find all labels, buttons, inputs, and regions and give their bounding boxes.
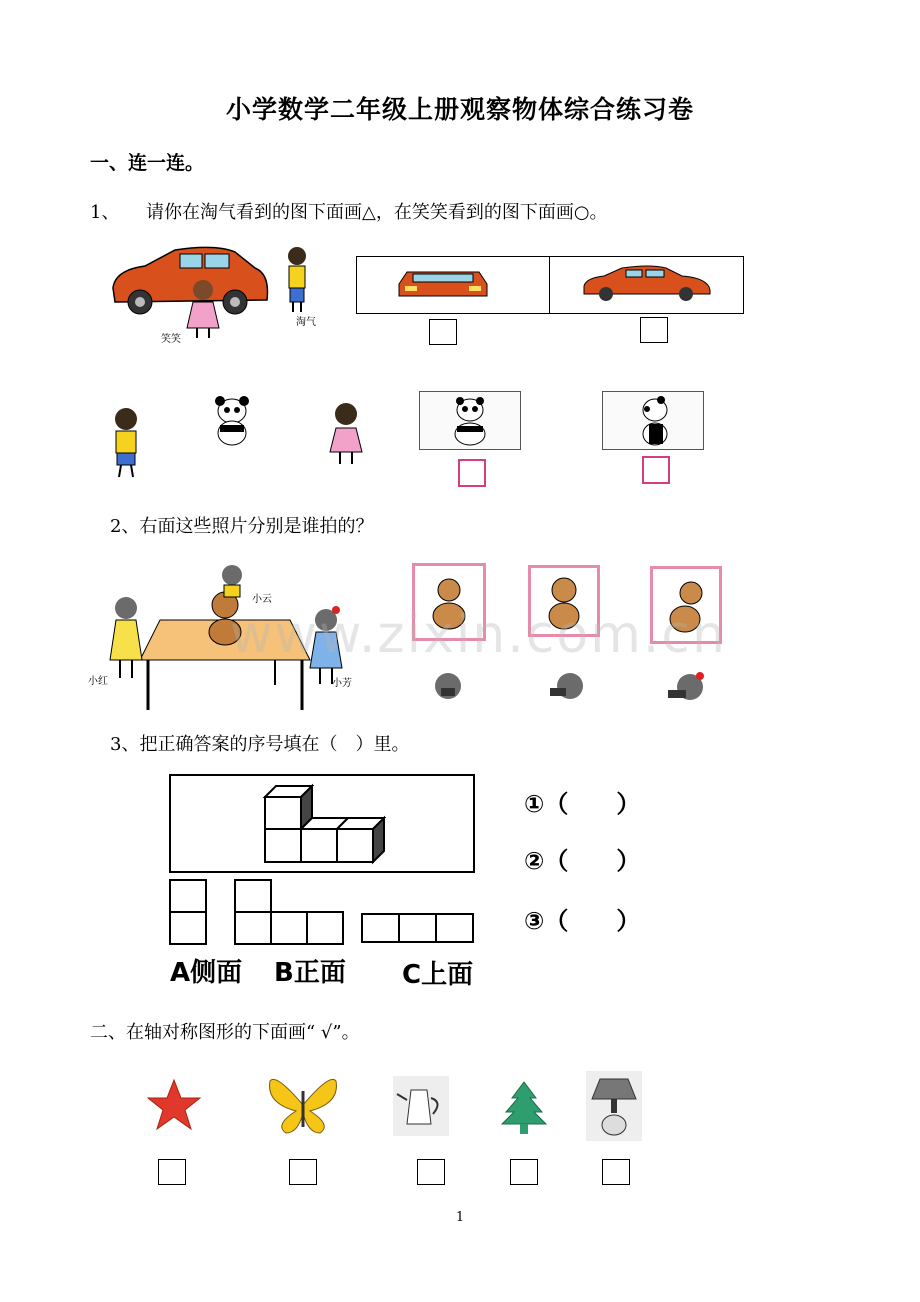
panda-side-photo bbox=[602, 391, 704, 450]
answer-blank-2[interactable]: ②（ ） bbox=[524, 847, 641, 875]
teapot-shape bbox=[393, 1076, 449, 1136]
q3-text: 3、把正确答案的序号填在（ ）里。 bbox=[110, 734, 410, 755]
answer-box-panda-front[interactable] bbox=[458, 459, 486, 487]
cube-stack-3d bbox=[265, 786, 384, 862]
butterfly-shape bbox=[266, 1073, 340, 1137]
page-number: 1 bbox=[455, 1210, 465, 1225]
answer-box-car-front[interactable] bbox=[429, 319, 457, 345]
section-2-heading: 二、在轴对称图形的下面画“ √”。 bbox=[90, 1022, 360, 1043]
boy-taoqi-figure bbox=[288, 247, 306, 312]
boy-figure-panda-row bbox=[100, 405, 154, 480]
check-box-teapot[interactable] bbox=[417, 1159, 445, 1185]
panda-figure bbox=[208, 395, 256, 447]
star-shape bbox=[146, 1078, 202, 1132]
lamp-shape bbox=[586, 1071, 642, 1141]
panda-front-photo bbox=[419, 391, 521, 450]
q1-text: 请你在淘气看到的图下面画△，在笑笑看到的图下面画○。 bbox=[146, 202, 608, 223]
view-b-label: B正面 bbox=[274, 958, 346, 988]
label-xiaoxiao: 笑笑 bbox=[161, 334, 181, 345]
label-taoqi: 淘气 bbox=[296, 317, 316, 328]
check-box-tree[interactable] bbox=[510, 1159, 538, 1185]
cube-views-figure bbox=[168, 772, 478, 947]
section-1-heading: 一、连一连。 bbox=[90, 152, 205, 174]
girl-head-photographer-2 bbox=[546, 670, 590, 708]
view-a-label: A侧面 bbox=[170, 958, 243, 988]
answer-box-panda-side[interactable] bbox=[642, 456, 670, 484]
label-xiaofang: 小芳 bbox=[332, 678, 352, 689]
answer-box-car-side[interactable] bbox=[640, 317, 668, 343]
view-a-side bbox=[170, 880, 206, 944]
label-xiaohong: 小红 bbox=[88, 676, 108, 687]
check-box-lamp[interactable] bbox=[602, 1159, 630, 1185]
girl-figure-panda-row bbox=[318, 402, 373, 468]
girl-xiaohong bbox=[110, 597, 142, 678]
view-b-front bbox=[235, 880, 343, 944]
car-side-view-image bbox=[580, 264, 715, 304]
view-c-label: C上面 bbox=[402, 960, 474, 990]
check-box-butterfly[interactable] bbox=[289, 1159, 317, 1185]
girl-xiaoyun bbox=[222, 565, 242, 597]
tree-shape bbox=[500, 1080, 548, 1134]
answer-blank-3[interactable]: ③（ ） bbox=[524, 907, 641, 935]
watermark: www.zixin.com.cn bbox=[230, 605, 727, 665]
car-front-view-image bbox=[395, 264, 491, 304]
q1-number: 1、 bbox=[90, 202, 120, 223]
car-scene-illustration bbox=[105, 240, 325, 350]
girl-head-photographer-3 bbox=[664, 670, 712, 710]
car-side-drawing bbox=[113, 247, 268, 314]
answer-blank-1[interactable]: ①（ ） bbox=[524, 790, 641, 818]
check-box-star[interactable] bbox=[158, 1159, 186, 1185]
girl-head-photographer-1 bbox=[428, 670, 468, 706]
q2-text: 2、右面这些照片分别是谁拍的？ bbox=[110, 516, 374, 537]
page-title: 小学数学二年级上册观察物体综合练习卷 bbox=[225, 95, 694, 124]
view-c-top bbox=[362, 914, 473, 942]
label-xiaoyun: 小云 bbox=[252, 594, 272, 605]
